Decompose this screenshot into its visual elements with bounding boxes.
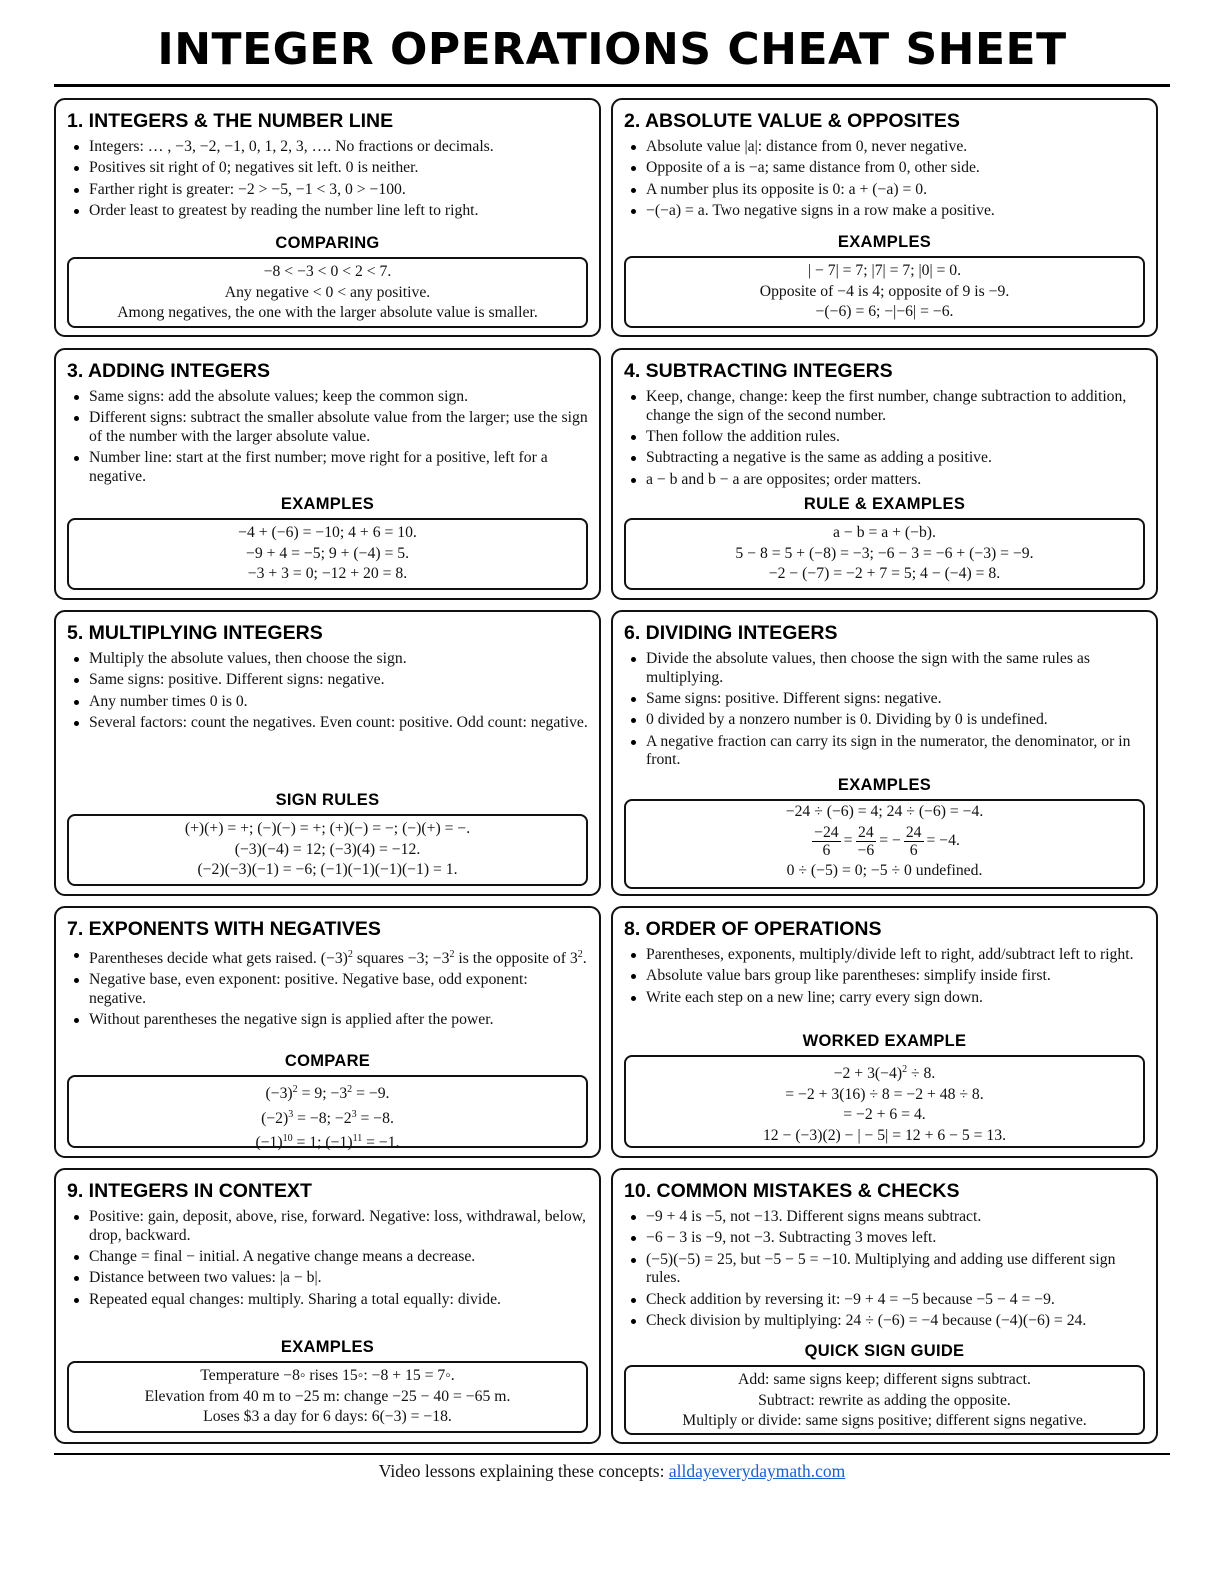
list-item: Change = final − initial. A negative change means a decrease. (67, 1248, 588, 1267)
example-line: a − b = a + (−b). (833, 524, 936, 541)
list-item: Positives sit right of 0; negatives sit left. 0 is neither. (67, 159, 588, 178)
top-divider (54, 84, 1170, 87)
list-item: Subtracting a negative is the same as adding a positive. (624, 449, 1145, 468)
example-line: $(-2)^3 = -8$; $-2^3 = -8$. (261, 1108, 394, 1127)
footer (0, 1461, 1224, 1482)
bullet-list (624, 946, 1145, 1007)
fraction (812, 824, 841, 859)
example-line: −3 + 3 = 0; −12 + 20 = 8. (247, 565, 408, 582)
example-line: = −2 + 3(16) ÷ 8 = −2 + 48 ÷ 8. (785, 1085, 984, 1103)
example-box (67, 1361, 588, 1433)
example-line: Subtract: rewrite as adding the opposite. (758, 1391, 1011, 1409)
fraction (856, 824, 877, 859)
list-item: 0 divided by a nonzero number is 0. Dividing by 0 is undefined. (624, 711, 1145, 730)
box-heading: QUICK SIGN GUIDE (804, 1342, 965, 1360)
section-title: 8. ORDER OF OPERATIONS (624, 918, 882, 940)
example-line: −8 < −3 < 0 < 2 < 7. (263, 263, 392, 280)
example-line: $(-3)^2 = 9$; $-3^2 = -9$. (265, 1084, 390, 1102)
example-box (67, 257, 588, 328)
example-box (67, 814, 588, 886)
list-item: Opposite of a is −a; same distance from 0, other side. (624, 159, 1145, 178)
example-line: Multiply or divide: same signs positive; different signs negative. (682, 1412, 1087, 1429)
fraction-equation (626, 823, 1143, 861)
list-item: Then follow the addition rules. (624, 428, 1145, 447)
bottom-divider (54, 1453, 1170, 1455)
list-item: Without parentheses the negative sign is applied after the power. (67, 1011, 588, 1030)
equals-negative: = − (879, 832, 901, 850)
bullet-list (67, 1208, 588, 1309)
example-line: Elevation from 40 m to −25 m: change −25 − 40 = −65 m. (144, 1387, 511, 1405)
section-title: 1. INTEGERS & THE NUMBER LINE (67, 110, 394, 132)
example-box (624, 518, 1145, 590)
example-line: −9 + 4 = −5; 9 + (−4) = 5. (245, 544, 410, 562)
section-order-of-operations (611, 906, 1158, 1158)
section-title: 5. MULTIPLYING INTEGERS (67, 622, 323, 644)
list-item: Different signs: subtract the smaller absolute value from the larger; use the sign of the number with the larger absolute value. (67, 409, 588, 447)
example-box (67, 1075, 588, 1151)
list-item: Multiply the absolute values, then choose the sign. (67, 650, 588, 669)
example-box (624, 799, 1145, 889)
section-integers-number-line (54, 98, 601, 337)
example-line: −(−6) = 6; −|−6| = −6. (815, 303, 954, 320)
example-line: Among negatives, the one with the larger absolute value is smaller. (117, 304, 538, 321)
list-item: Keep, change, change: keep the first number, change subtraction to addition, change the sign of the second number. (624, 388, 1145, 426)
list-item: Farther right is greater: −2 > −5, −1 < 3, 0 > −100. (67, 181, 588, 200)
list-item: Same signs: positive. Different signs: negative. (624, 690, 1145, 709)
section-exponents-with-negatives (54, 906, 601, 1158)
denominator: 6 (822, 842, 831, 859)
bullet-list (67, 650, 588, 733)
section-common-mistakes-checks (611, 1168, 1158, 1444)
list-item: (−5)(−5) = 25, but −5 − 5 = −10. Multiplying and adding use different sign rules. (624, 1251, 1145, 1289)
numerator: 24 (858, 824, 874, 841)
example-line: (−3)(−4) = 12; (−3)(4) = −12. (234, 840, 421, 858)
numerator: −24 (814, 824, 839, 841)
section-absolute-value-opposites (611, 98, 1158, 337)
example-line: 5 − 8 = 5 + (−8) = −3; −6 − 3 = −6 + (−3) = −9. (735, 544, 1034, 562)
example-line: −4 + (−6) = −10; 4 + 6 = 10. (238, 524, 417, 541)
bullet-list (624, 138, 1145, 221)
bullet-list (67, 946, 588, 1030)
numerator: 24 (905, 824, 922, 841)
example-line: −2 − (−7) = −2 + 7 = 5; 4 − (−4) = 8. (768, 565, 1001, 582)
list-item: Positive: gain, deposit, above, rise, forward. Negative: loss, withdrawal, below, drop, backward. (67, 1208, 588, 1246)
footer-link[interactable]: alldayeverydaymath.com (668, 1461, 846, 1481)
footer-text: Video lessons explaining these concepts: (378, 1461, 669, 1481)
list-item: Any number times 0 is 0. (67, 693, 588, 712)
box-heading: COMPARING (275, 234, 380, 252)
bullet-list (624, 388, 1145, 489)
list-item: Repeated equal changes: multiply. Sharing a total equally: divide. (67, 1291, 588, 1310)
list-item: Divide the absolute values, then choose the sign with the same rules as multiplying. (624, 650, 1145, 688)
list-item: Parentheses decide what gets raised. $(-3)^2$ squares −3; $-3^2$ is the opposite of $3^2$. (67, 946, 588, 969)
section-title: 3. ADDING INTEGERS (67, 360, 270, 382)
fraction (904, 824, 924, 859)
bullet-list (67, 388, 588, 487)
list-item: Absolute value bars group like parentheses: simplify inside first. (624, 967, 1145, 986)
equals-sign: = (843, 832, 853, 850)
list-item: −9 + 4 is −5, not −13. Different signs means subtract. (624, 1208, 1145, 1227)
section-adding-integers (54, 348, 601, 600)
box-heading: RULE & EXAMPLES (803, 495, 966, 513)
section-title: 4. SUBTRACTING INTEGERS (624, 360, 893, 382)
section-title: 10. COMMON MISTAKES & CHECKS (624, 1180, 960, 1202)
example-line: 0 ÷ (−5) = 0; −5 ÷ 0 undefined. (786, 861, 983, 879)
list-item: −(−a) = a. Two negative signs in a row make a positive. (624, 202, 1145, 221)
example-line: −24 ÷ (−6) = 4; 24 ÷ (−6) = −4. (785, 803, 984, 820)
list-item: A number plus its opposite is 0: a + (−a) = 0. (624, 181, 1145, 200)
section-title: 2. ABSOLUTE VALUE & OPPOSITES (624, 110, 960, 132)
example-line: Any negative < 0 < any positive. (224, 283, 431, 301)
example-line: $-2 + 3(-4)^2 \div 8$. (833, 1064, 936, 1082)
list-item: Distance between two values: |a − b|. (67, 1269, 588, 1288)
box-heading: EXAMPLES (280, 1338, 375, 1356)
bullet-list (624, 1208, 1145, 1331)
example-box (624, 256, 1145, 328)
list-item: Several factors: count the negatives. Even count: positive. Odd count: negative. (67, 714, 588, 733)
list-item: Write each step on a new line; carry every sign down. (624, 989, 1145, 1008)
list-item: Same signs: add the absolute values; keep the common sign. (67, 388, 588, 407)
list-item: Check division by multiplying: 24 ÷ (−6) = −4 because (−4)(−6) = 24. (624, 1312, 1145, 1331)
example-line: | − 7| = 7; |7| = 7; |0| = 0. (807, 262, 962, 279)
section-subtracting-integers (611, 348, 1158, 600)
example-line: Loses $3 a day for 6 days: 6(−3) = −18. (203, 1408, 452, 1425)
example-line: Add: same signs keep; different signs subtract. (738, 1371, 1031, 1388)
list-item: Check addition by reversing it: −9 + 4 = −5 because −5 − 4 = −9. (624, 1291, 1145, 1310)
example-line: = −2 + 6 = 4. (843, 1106, 926, 1123)
box-heading: EXAMPLES (837, 233, 932, 251)
list-item: Absolute value |a|: distance from 0, never negative. (624, 138, 1145, 157)
box-heading: SIGN RULES (275, 791, 380, 809)
list-item: Same signs: positive. Different signs: negative. (67, 671, 588, 690)
section-title: 6. DIVIDING INTEGERS (624, 622, 838, 644)
list-item: Negative base, even exponent: positive. Negative base, odd exponent: negative. (67, 971, 588, 1009)
list-item: Parentheses, exponents, multiply/divide left to right, add/subtract left to right. (624, 946, 1145, 965)
section-title: 7. EXPONENTS WITH NEGATIVES (67, 918, 381, 940)
list-item: Order least to greatest by reading the number line left to right. (67, 202, 588, 221)
fraction-result: = −4. (926, 832, 960, 850)
list-item: a − b and b − a are opposites; order matters. (624, 471, 1145, 490)
box-heading: EXAMPLES (837, 776, 932, 794)
example-box (624, 1055, 1145, 1148)
bullet-list (624, 650, 1145, 770)
box-heading: COMPARE (284, 1052, 371, 1070)
box-heading: EXAMPLES (280, 495, 375, 513)
example-box (67, 518, 588, 590)
example-box (624, 1365, 1145, 1435)
box-heading: WORKED EXAMPLE (802, 1032, 967, 1050)
example-line: Temperature −8◦ rises 15◦: −8 + 15 = 7◦. (200, 1367, 455, 1384)
example-line: 12 − (−3)(2) − | − 5| = 12 + 6 − 5 = 13. (762, 1126, 1007, 1144)
section-integers-in-context (54, 1168, 601, 1444)
page-title: INTEGER OPERATIONS CHEAT SHEET (157, 24, 1067, 75)
list-item: A negative fraction can carry its sign in the numerator, the denominator, or in front. (624, 733, 1145, 771)
section-title: 9. INTEGERS IN CONTEXT (67, 1180, 312, 1202)
bullet-list (67, 138, 588, 221)
list-item: Number line: start at the first number; move right for a positive, left for a negative. (67, 449, 588, 487)
example-line: (−2)(−3)(−1) = −6; (−1)(−1)(−1)(−1) = 1. (197, 861, 458, 878)
section-dividing-integers (611, 610, 1158, 896)
section-multiplying-integers (54, 610, 601, 896)
list-item: Integers: … , −3, −2, −1, 0, 1, 2, 3, …. No fractions or decimals. (67, 138, 588, 157)
example-line: (+)(+) = +; (−)(−) = +; (+)(−) = −; (−)(+) = −. (184, 820, 471, 837)
example-line: Opposite of −4 is 4; opposite of 9 is −9. (759, 282, 1010, 300)
list-item: −6 − 3 is −9, not −3. Subtracting 3 moves left. (624, 1229, 1145, 1248)
denominator: −6 (857, 842, 875, 859)
example-line: $(-1)^{10} = 1$; $(-1)^{11} = -1$. (255, 1133, 400, 1151)
denominator: 6 (909, 842, 918, 859)
